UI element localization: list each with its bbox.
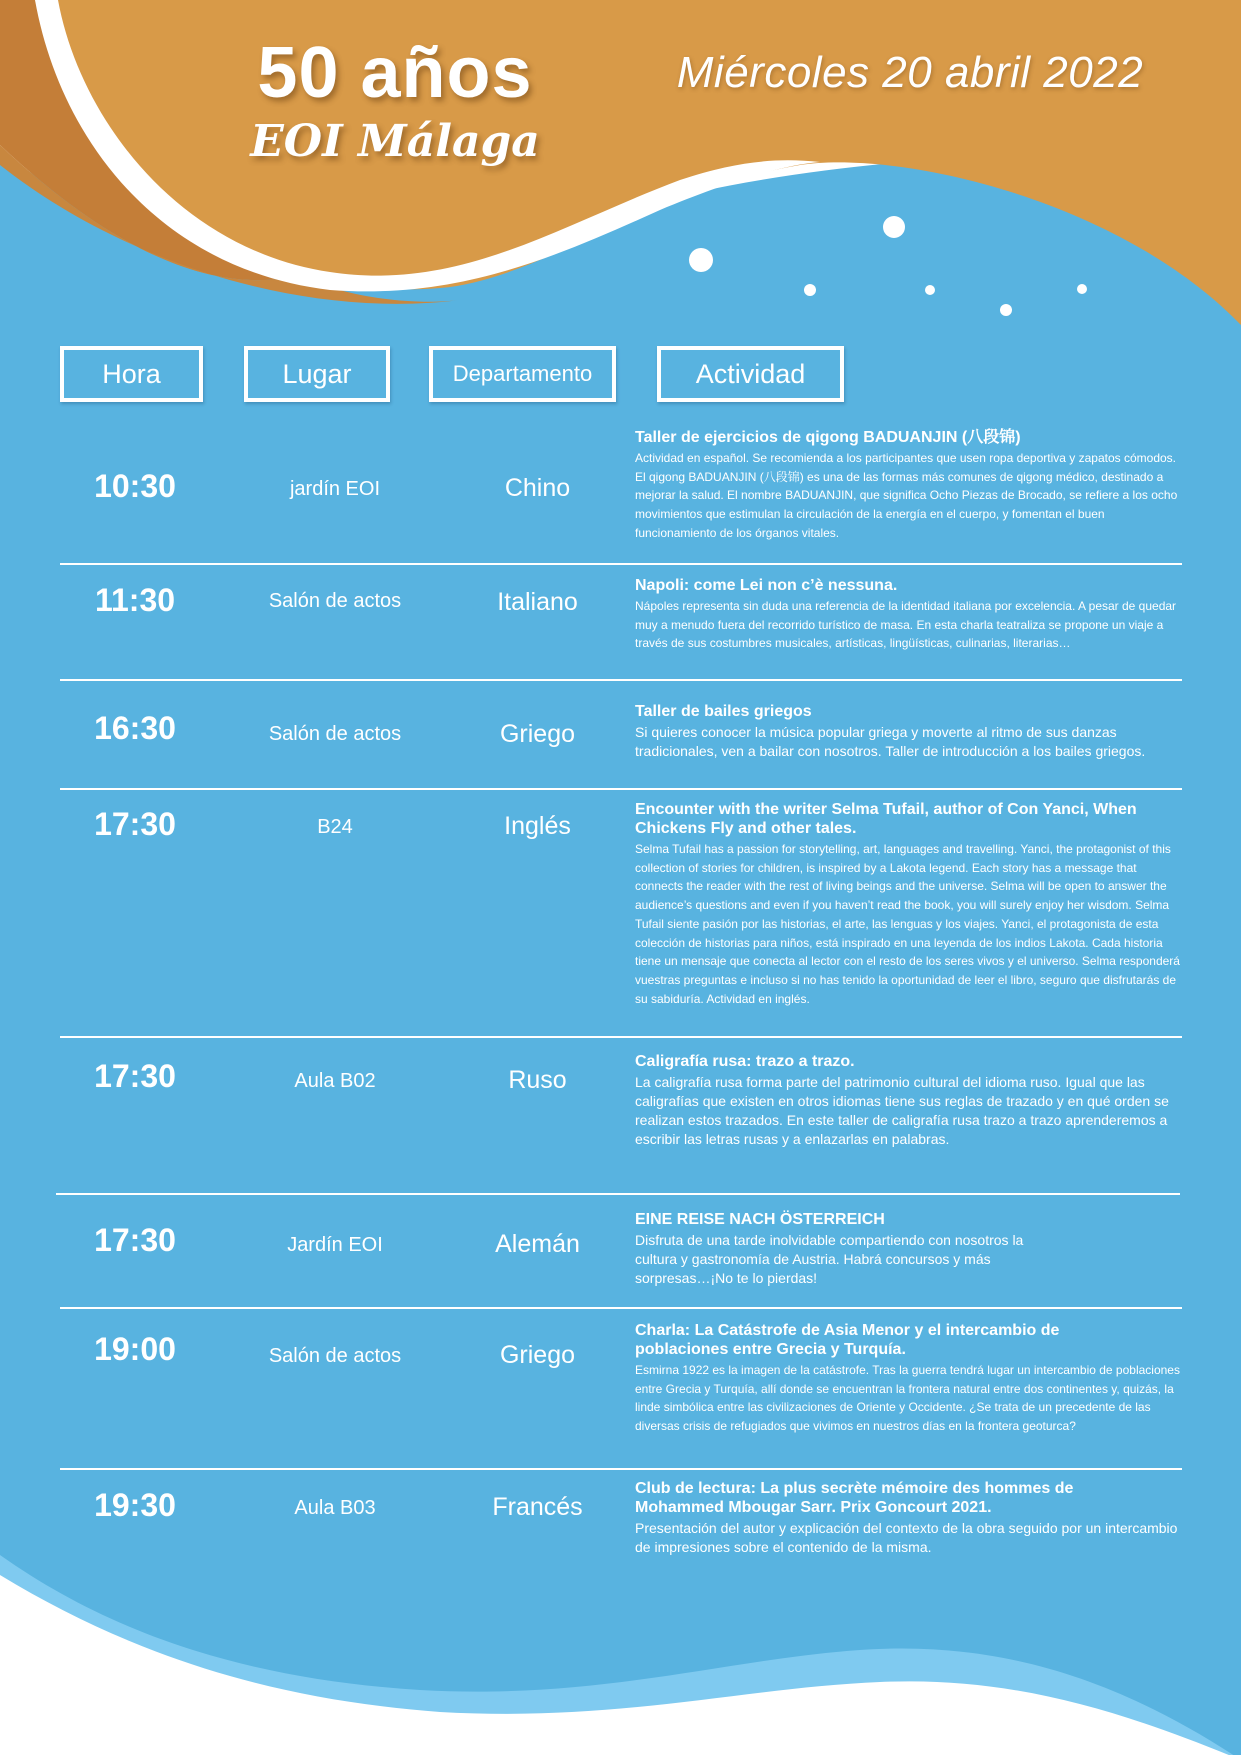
activity-title: Club de lectura: La plus secrète mémoire des hommes de Mohammed Mbougar Sarr. Prix Goncourt 2021. <box>635 1480 1074 1516</box>
activity-title: Caligrafía rusa: trazo a trazo. <box>635 1053 855 1070</box>
row-place: Salón de actos <box>268 1345 402 1367</box>
row-place: Salón de actos <box>268 590 402 612</box>
row-time: 17:30 <box>94 806 176 842</box>
row-divider <box>60 788 1182 790</box>
row-time: 16:30 <box>94 710 176 746</box>
row-time: 19:30 <box>94 1487 176 1523</box>
row-department: Inglés <box>504 812 571 840</box>
activity-description: Nápoles representa sin duda una referencia de la identidad italiana por excelencia. A pesar de quedar muy a menudo fuera del recorrido turístico de masa. En esta charla teatraliza se propone un viaje a través de sus costumbres musicales, artísticas, lingüísticas, culinarias, literarias… <box>635 599 1177 651</box>
row-divider <box>60 1036 1182 1038</box>
activity-title: Taller de ejercicios de qigong BADUANJIN (八段锦) <box>635 429 1021 446</box>
row-place: Jardín EOI <box>287 1234 383 1256</box>
row-place: jardín EOI <box>289 478 381 500</box>
activity-description: Selma Tufail has a passion for storytelling, art, languages and travelling. Yanci, the protagonist of this collection of stories for children, is inspired by a Lakota legend. Each story has a message that connects the reader with the rest of living beings and the universe. Selma will be open to answer the audience’s questions and even if you haven’t read the book, you will surely enjoy her wisdom. Selma Tufail siente pasión por las historias, el arte, las lenguas y los viajes. Yanci, el protagonista de esta colección de historias para niños, está inspirado en una leyenda de los indios Lakota. Cada historia tiene un mensaje que conecta al lector con el resto de los seres vivos y el universo. Selma responderá vuestras preguntas e incluso si no has tenido la oportunidad de leer el libro, seguro que disfrutarás de su sabiduría. Actividad en inglés. <box>635 842 1180 1006</box>
row-activity <box>635 1210 1035 1288</box>
event-date: Miércoles 20 abril 2022 <box>676 48 1144 97</box>
row-activity <box>635 576 1180 653</box>
row-department: Francés <box>492 1493 583 1521</box>
activity-description: Si quieres conocer la música popular griega y moverte al ritmo de sus danzas tradicionales, ven a bailar con nosotros. Taller de introducción a los bailes griegos. <box>635 724 1146 759</box>
row-place: B24 <box>317 816 353 838</box>
row-time: 17:30 <box>94 1222 176 1258</box>
row-activity <box>635 702 1180 761</box>
column-header-departamento: Departamento <box>429 346 616 402</box>
row-department: Griego <box>499 1341 576 1369</box>
row-time: 11:30 <box>94 582 176 618</box>
row-divider <box>60 1307 1182 1309</box>
page-subtitle: EOI Málaga <box>250 116 540 167</box>
column-header-hora: Hora <box>60 346 203 402</box>
row-activity <box>635 1479 1180 1557</box>
row-time: 10:30 <box>94 468 176 504</box>
row-time: 17:30 <box>94 1058 176 1094</box>
activity-description: Presentación del autor y explicación del contexto de la obra seguido por un intercambio de impresiones sobre el contenido de la misma. <box>635 1520 1178 1555</box>
row-time: 19:00 <box>94 1331 176 1367</box>
row-divider <box>60 1468 1182 1470</box>
row-divider <box>60 679 1182 681</box>
row-department: Griego <box>499 720 576 748</box>
row-department: Chino <box>504 474 571 502</box>
activity-title: Taller de bailes griegos <box>635 703 812 720</box>
column-header-actividad: Actividad <box>657 346 844 402</box>
row-department: Italiano <box>497 588 578 616</box>
activity-description: La caligrafía rusa forma parte del patrimonio cultural del idioma ruso. Igual que las caligrafías que existen en otros idiomas tiene sus reglas de trazado y en qué orden se realizan estos trazados. En este taller de caligrafía rusa trazo a trazo aprenderemos a escribir las letras rusas y a enlazarlas en palabras. <box>635 1074 1169 1147</box>
activity-title: Charla: La Catástrofe de Asia Menor y el intercambio de poblaciones entre Grecia y Turquía. <box>635 1322 1060 1358</box>
row-place: Salón de actos <box>268 723 402 745</box>
column-header-lugar: Lugar <box>244 346 390 402</box>
row-activity <box>635 800 1180 1008</box>
row-activity <box>635 1321 1180 1436</box>
activity-title: Napoli: come Lei non c’è nessuna. <box>635 577 898 594</box>
activity-title: EINE REISE NACH ÖSTERREICH <box>635 1211 885 1228</box>
row-divider <box>60 563 1182 565</box>
row-activity <box>635 428 1180 543</box>
row-place: Aula B03 <box>294 1497 376 1519</box>
activity-description: Actividad en español. Se recomienda a los participantes que usen ropa deportiva y zapatos cómodos. El qigong BADUANJIN (八段锦) es una de las formas más comunes de qigong médico, destinado a mejorar la salud. El nombre BADUANJIN, que significa Ocho Piezas de Brocado, se refiere a los ocho movimientos que estimulan la circulación de la energía en el cuerpo, y fomentan el buen funcionamiento de los órganos vitales. <box>635 451 1178 540</box>
activity-description: Esmirna 1922 es la imagen de la catástrofe. Tras la guerra tendrá lugar un intercambio de poblaciones entre Grecia y Turquía, allí donde se encuentran la frontera natural entre dos continentes y, quizás, la linde simbólica entre las civilizaciones de Oriente y Occidente. ¿Se trata de un precedente de las diversas crisis de refugiados que vivimos en nuestros días en la frontera geoturca? <box>635 1363 1180 1434</box>
row-divider <box>56 1193 1180 1195</box>
row-department: Ruso <box>508 1066 567 1094</box>
activity-title: Encounter with the writer Selma Tufail, author of Con Yanci, When Chickens Fly and other tales. <box>635 801 1137 837</box>
row-place: Aula B02 <box>294 1070 376 1092</box>
page-title: 50 años <box>257 33 533 113</box>
row-department: Alemán <box>495 1230 580 1258</box>
row-activity <box>635 1052 1180 1149</box>
activity-description: Disfruta de una tarde inolvidable compartiendo con nosotros la cultura y gastronomía de Austria. Habrá concursos y más sorpresas…¡No te lo pierdas! <box>635 1232 1024 1286</box>
